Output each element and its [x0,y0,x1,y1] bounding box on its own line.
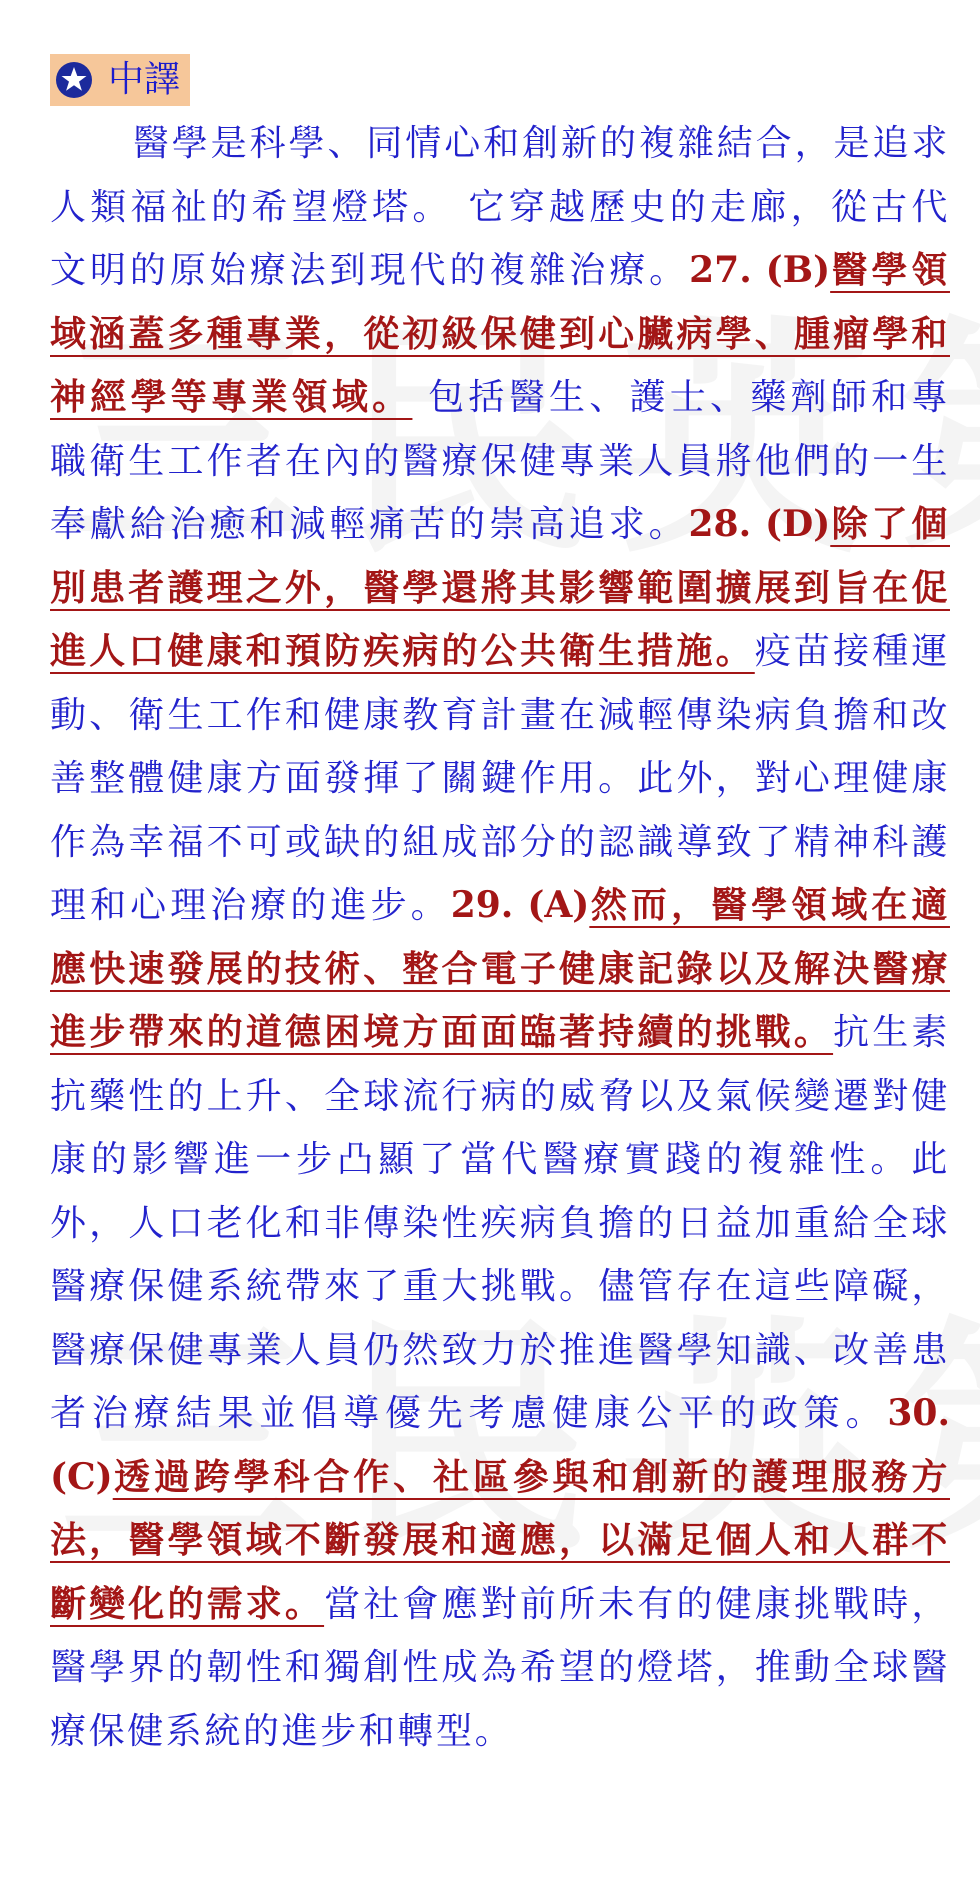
passage-intro: 醫學是科學、同情心和創新的複雜結合，是追求人類福祉的希望燈塔。 它穿越歷史的走廊，從古代文明的原始療法到現代的複雜治療。 [50,123,950,291]
section-heading [50,54,190,106]
question-28-number: 28. (D) [688,503,831,545]
question-27-answer: 醫學領域涵蓋多種專業，從初級保健到心臟病學、腫瘤學和神經學等專業領域。 [50,249,950,418]
translation-passage [50,112,950,1763]
passage-text-2: 包括醫生、護士、藥劑師和專職衛生工作者在內的醫療保健專業人員將他們的一生奉獻給治癒和減輕痛苦的崇高追求。 [50,377,950,545]
section-title: 中譯 [108,59,181,100]
question-30-answer: 透過跨學科合作、社區參與和創新的護理服務方法，醫學領域不斷發展和適應，以滿足個人和人群不斷變化的需求。 [50,1455,950,1625]
star-circle-icon [54,60,94,100]
question-30-number: 30. (C) [50,1392,950,1498]
question-28-answer: 除了個別患者護理之外，醫學還將其影響範圍擴展到旨在促進人口健康和預防疾病的公共衛生措施。 [50,503,950,672]
question-29-number: 29. (A) [450,884,590,926]
passage-text-3: 疫苗接種運動、衛生工作和健康教育計畫在減輕傳染病負擔和改善整體健康方面發揮了關鍵作用。此外，對心理健康作為幸福不可或缺的組成部分的認識導致了精神科護理和心理治療的進步。 [50,631,950,926]
passage-text-4: 抗生素抗藥性的上升、全球流行病的威脅以及氣候變遷對健康的影響進一步凸顯了當代醫療實踐的複雜性。此外，人口老化和非傳染性疾病負擔的日益加重給全球醫療保健系統帶來了重大挑戰。儘管存在這些障礙，醫療保健專業人員仍然致力於推進醫學知識、改善患者治療結果並倡導優先考慮健康公平的政策。 [50,1012,950,1434]
question-27-number: 27. (B) [689,249,831,291]
passage-text-5: 當社會應對前所未有的健康挑戰時，醫學界的韌性和獨創性成為希望的燈塔，推動全球醫療保健系統的進步和轉型。 [50,1583,950,1752]
question-29-answer: 然而，醫學領域在適應快速發展的技術、整合電子健康記錄以及解決醫療進步帶來的道德困境方面面臨著持續的挑戰。 [50,884,950,1053]
